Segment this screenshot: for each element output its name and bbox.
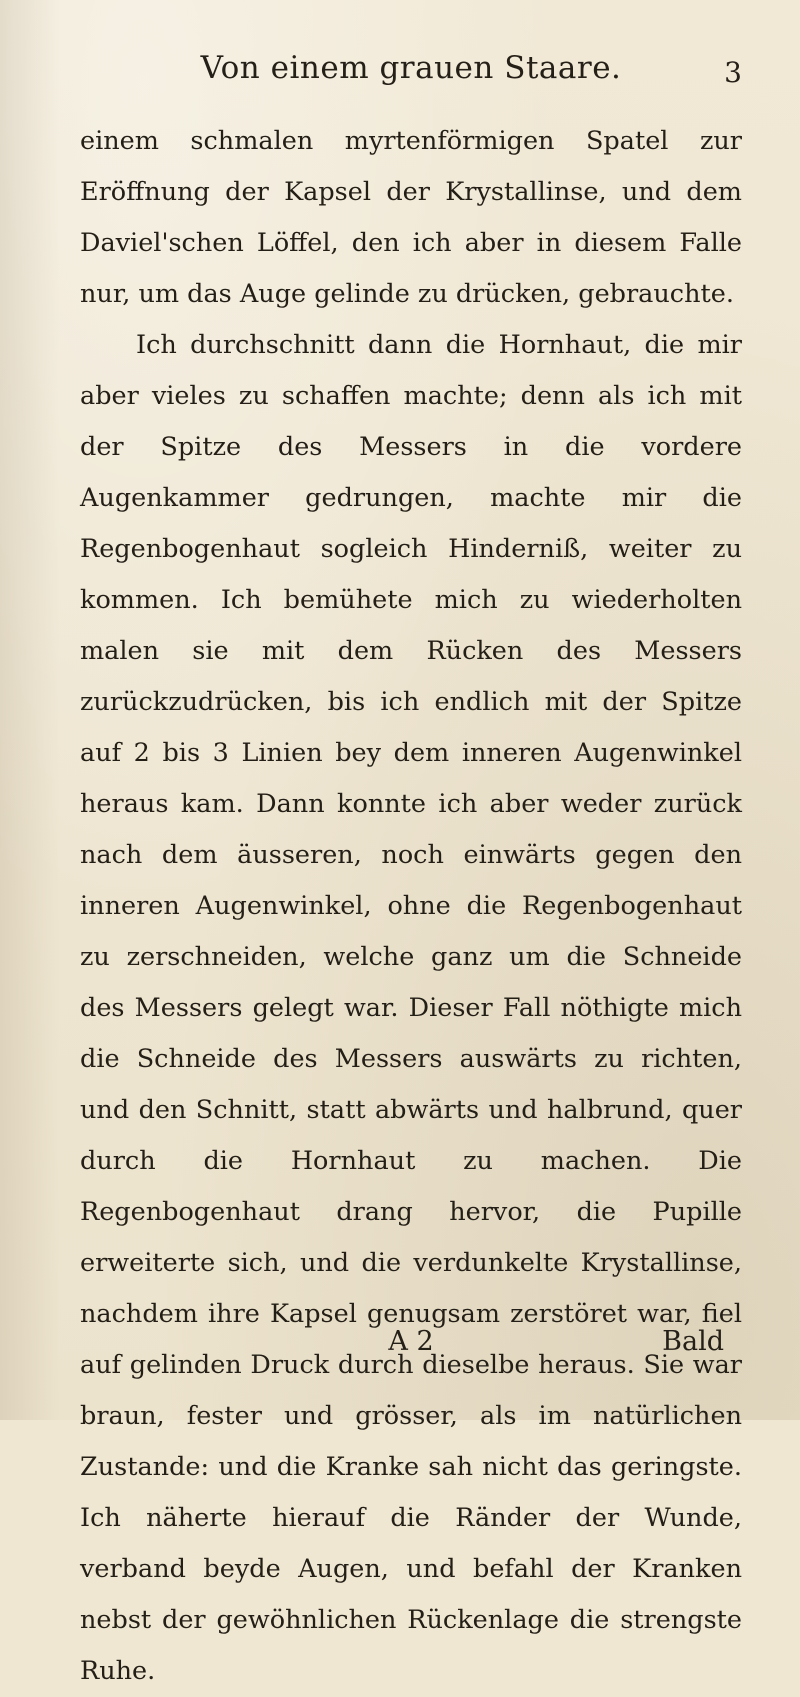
catchword: Bald (662, 1326, 724, 1357)
body-text (80, 116, 742, 1697)
page-header (80, 50, 742, 110)
paragraph-operation-description: Ich durchschnitt dann die Hornhaut, die mir aber vieles zu schaffen machte; denn als ich mit der Spitze des Messers in die vordere Augenkammer gedrungen, machte mir die Regenbogenhaut sogleich Hinderniß, weiter zu kommen. Ich bemühete mich zu wiederholten malen sie mit dem Rücken des Messers zurückzudrücken, bis ich endlich mit der Spitze auf 2 bis 3 Linien bey dem inneren Augenwinkel heraus kam. Dann konnte ich aber weder zurück nach dem äusseren, noch einwärts gegen den inneren Augenwinkel, ohne die Regenbogenhaut zu zerschneiden, welche ganz um die Schneide des Messers gelegt war. Dieser Fall nöthigte mich die Schneide des Messers auswärts zu richten, und den Schnitt, statt abwärts und halbrund, quer durch die Hornhaut zu machen. Die Regenbogenhaut drang hervor, die Pupille erweiterte sich, und die verdunkelte Krystallinse, nachdem ihre Kapsel genugsam zerstöret war, fiel auf gelinden Druck durch dieselbe heraus. Sie war braun, fester und grösser, als im natürlichen Zustande: und die Kranke sah nicht das geringste. Ich näherte hierauf die Ränder der Wunde, verband beyde Augen, und befahl der Kranken nebst der gewöhnlichen Rückenlage die strengste Ruhe. (80, 330, 742, 1686)
page-footer (80, 1326, 742, 1366)
paragraph-continuation: einem schmalen myrtenförmigen Spatel zur Eröffnung der Kapsel der Krystallinse, und dem Daviel'schen Löffel, den ich aber in diesem Falle nur, um das Auge gelinde zu drücken, gebrauchte. (80, 126, 742, 309)
running-head: Von einem grauen Staare. (200, 50, 622, 86)
signature-mark: A 2 (388, 1326, 434, 1357)
page-number: 3 (724, 56, 742, 89)
